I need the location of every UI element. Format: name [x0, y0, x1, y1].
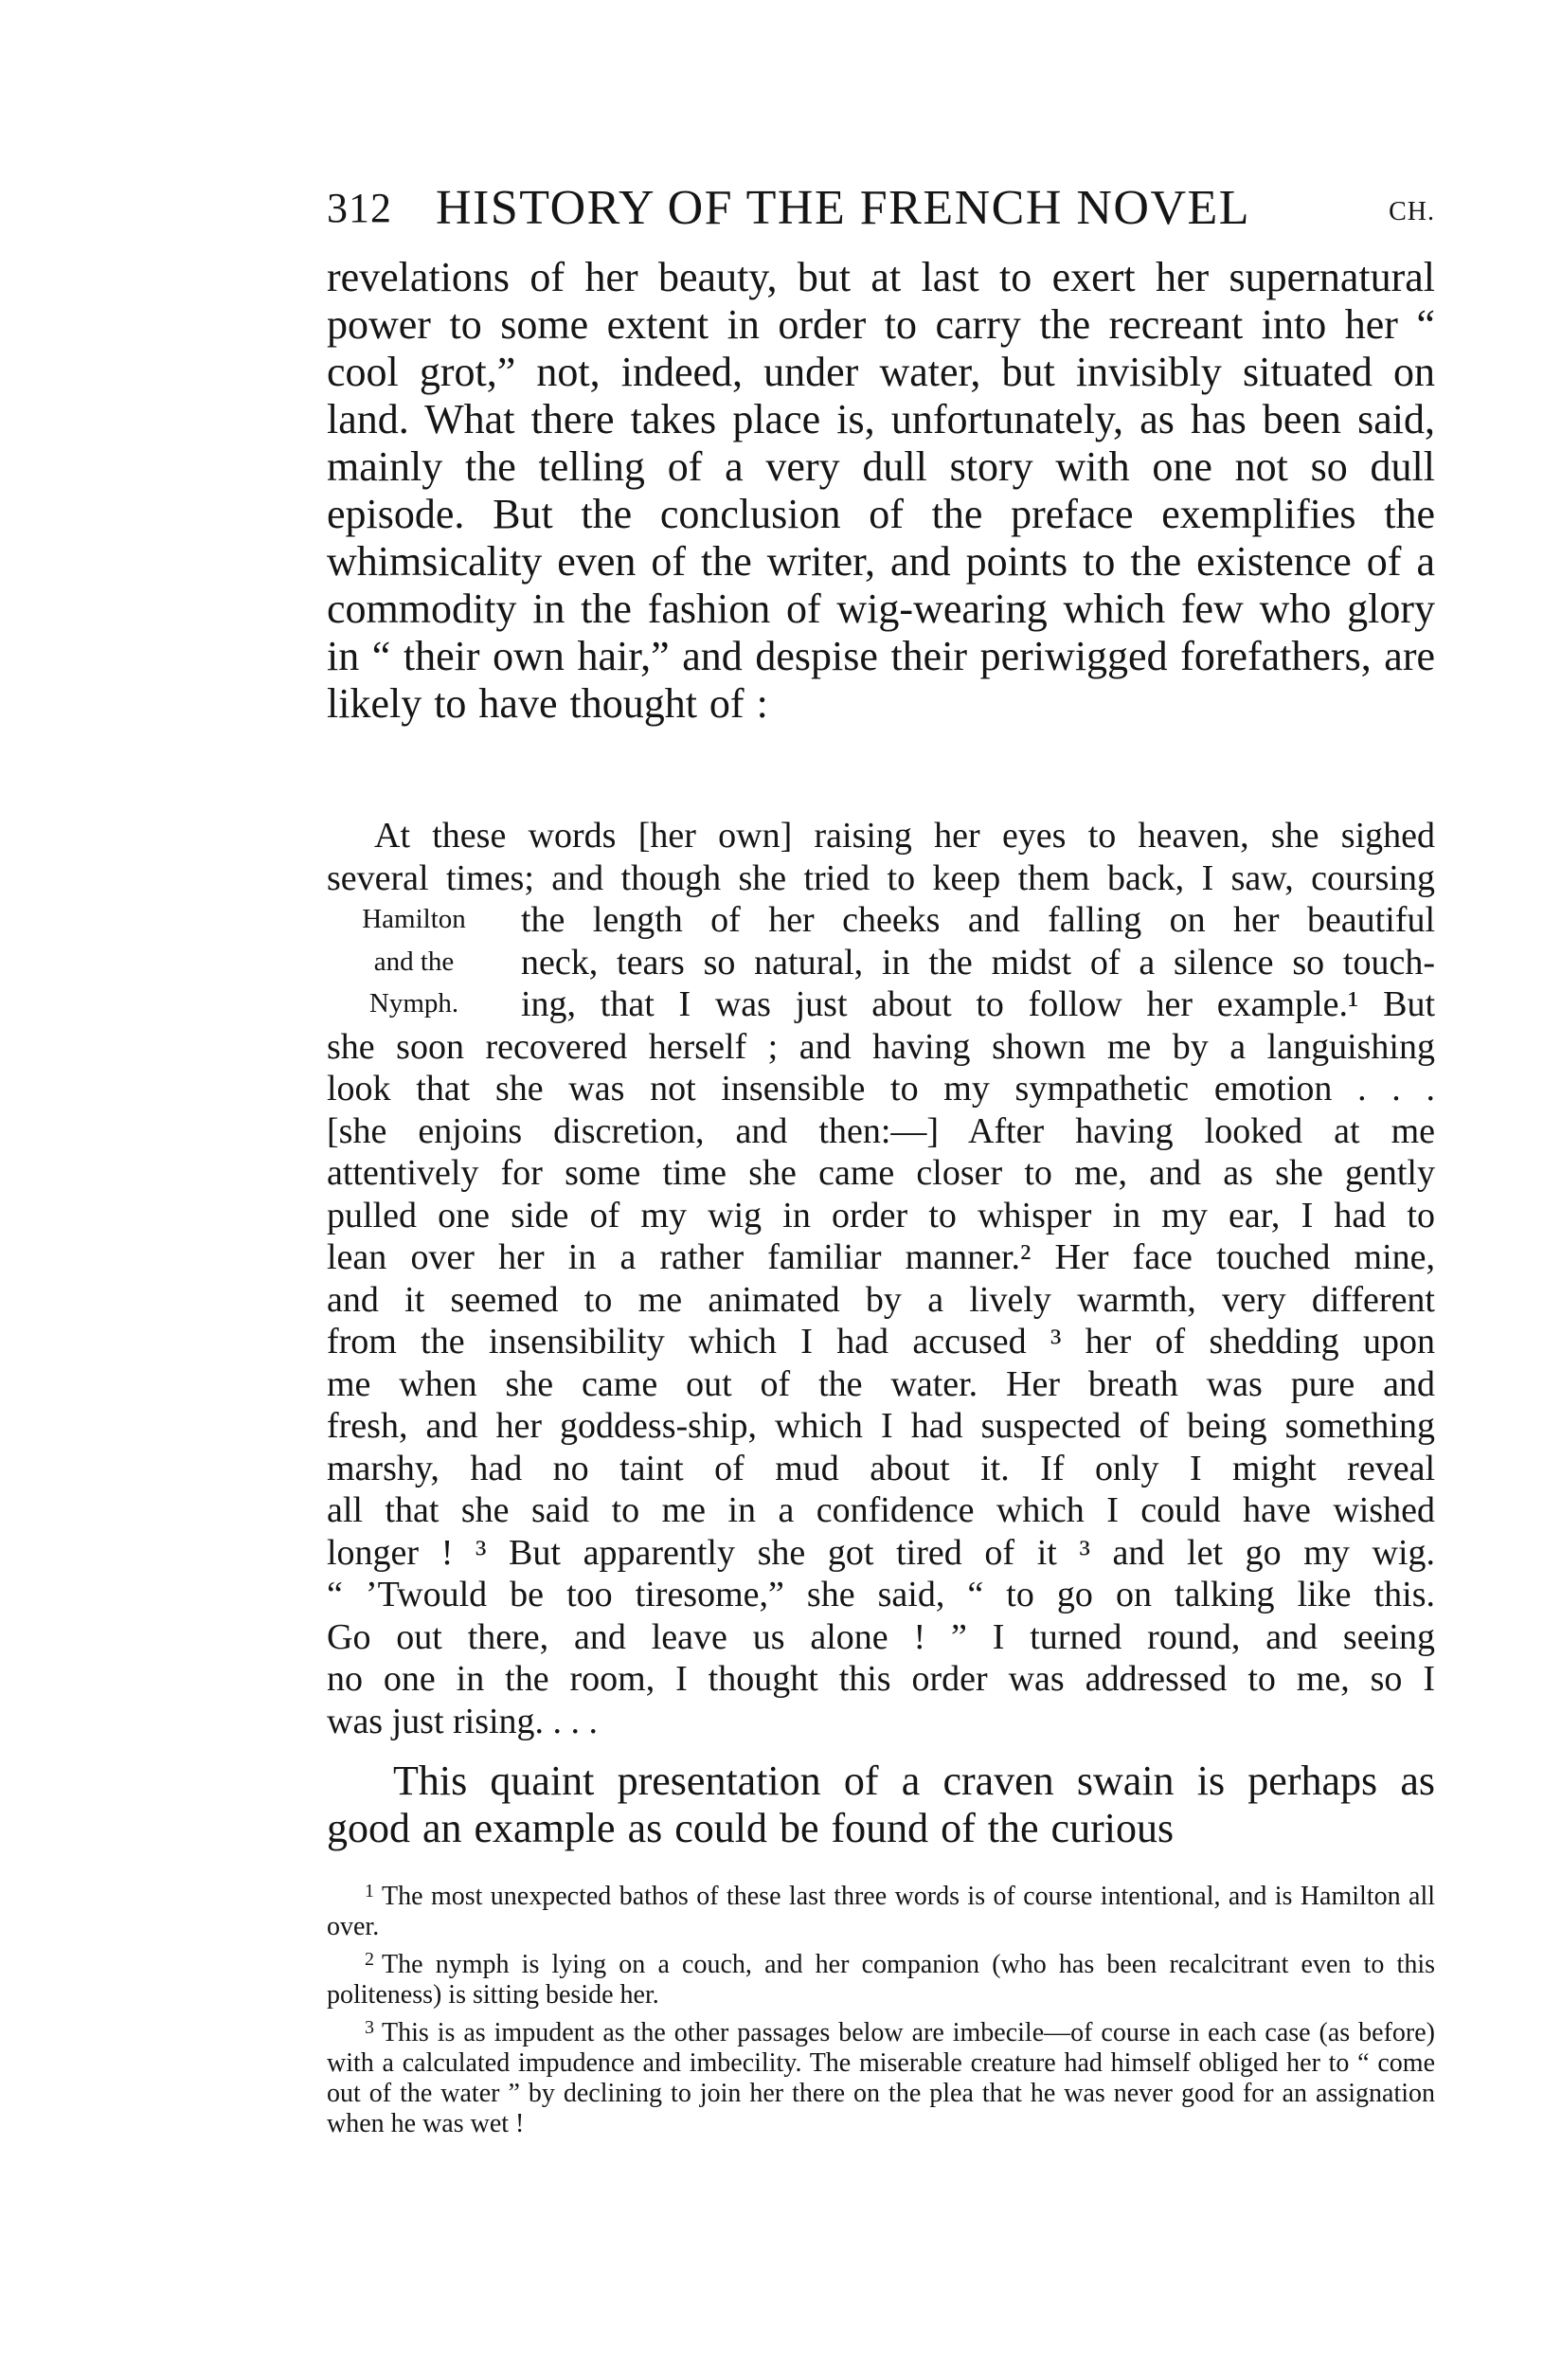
- quote-line: me when she came out of the water. Her breath was pure and: [327, 1363, 1435, 1404]
- quote-line: marshy, had no taint of mud about it. If only I might reveal: [327, 1448, 1435, 1488]
- quote-line: from the insensibility which I had accused ³ her of shedding upon: [327, 1322, 1435, 1361]
- footnote: [327, 1876, 1435, 1942]
- quote-line: [she enjoins discretion, and then:—] After having looked at me: [327, 1110, 1435, 1151]
- quote-line: she soon recovered herself ; and having shown me by a languishing: [327, 1026, 1435, 1067]
- footnote-text: The nymph is lying on a couch, and her companion (who has been recalcitrant even to this politeness) is sitting beside her.: [327, 1950, 1435, 2010]
- quote-line: attentively for some time she came closer to me, and as she gently: [327, 1153, 1435, 1193]
- footnote: [327, 2012, 1435, 2139]
- footnote-number: 2: [365, 1949, 374, 1970]
- paragraph-text: This quaint presentation of a craven swain is perhaps as good an example as could be found of the curious: [327, 1758, 1435, 1851]
- quote-line: lean over her in a rather familiar manner.² Her face touched mine,: [327, 1237, 1435, 1277]
- paragraph-text: revelations of her beauty, but at last to exert her supernatural power to some extent in order to carry the recreant into her “ cool grot,” not, indeed, under water, but invisibly situated on land. What there takes place is, unfortunately, as has been said, mainly the telling of a very dull story with one not so dull episode. But the conclusion of the preface exemplifies the whimsicality even of the writer, and points to the existence of a commodity in the fashion of wig-wearing which few who glory in “ their own hair,” and despise their periwigged forefathers, are likely to have thought of :: [327, 254, 1435, 727]
- quote-line: Go out there, and leave us alone ! ” I turned round, and seeing: [327, 1616, 1435, 1657]
- body-paragraph-bottom: [327, 1758, 1435, 1852]
- quote-line: and it seemed to me animated by a lively warmth, very different: [327, 1279, 1435, 1320]
- footnote-number: 1: [365, 1881, 374, 1902]
- marginal-sidenote: [333, 898, 494, 1025]
- page-number: 312: [327, 185, 392, 231]
- quote-line: pulled one side of my wig in order to whisper in my ear, I had to: [327, 1195, 1435, 1235]
- quote-line: all that she said to me in a confidence which I could have wished: [327, 1490, 1435, 1530]
- footnote-text: This is as impudent as the other passages below are imbecile—of course in each case (as before) with a calculated impudence and imbecility. The miserable creature had himself obliged her to “ come out of the water ” by declining to join her there on the plea that he was never good for an assignation when he was wet !: [327, 2018, 1435, 2138]
- quote-line: “ ’Twould be too tiresome,” she said, “ to go on talking like this.: [327, 1575, 1435, 1614]
- quote-line: At these words [her own] raising her eyes to heaven, she sighed: [374, 816, 1435, 856]
- quote-line: no one in the room, I thought this order was addressed to me, so I: [327, 1659, 1435, 1699]
- quote-line: was just rising. . . .: [327, 1701, 599, 1741]
- quote-line: ing, that I was just about to follow her example.¹ But: [521, 984, 1435, 1024]
- quote-line: several times; and though she tried to keep them back, I saw, coursing: [327, 857, 1435, 898]
- quote-line: fresh, and her goddess-ship, which I had suspected of being something: [327, 1406, 1435, 1446]
- quote-line: look that she was not insensible to my sympathetic emotion . . .: [327, 1069, 1435, 1109]
- footnote: [327, 1944, 1435, 2010]
- running-head: [327, 180, 1435, 246]
- body-paragraph-top: [327, 254, 1435, 728]
- footnotes: [327, 1876, 1435, 2141]
- quote-line: neck, tears so natural, in the midst of a silence so touch-: [521, 942, 1435, 983]
- footnote-number: 3: [365, 2017, 374, 2038]
- footnote-text: The most unexpected bathos of these last three words is of course intentional, and is Hamilton all over.: [327, 1882, 1435, 1941]
- running-title: HISTORY OF THE FRENCH NOVEL: [436, 181, 1251, 235]
- sidenote-line: Hamilton: [362, 904, 466, 934]
- chapter-mark: CH.: [1389, 197, 1435, 226]
- sidenote-line: and the: [373, 946, 455, 977]
- quote-line: the length of her cheeks and falling on her beautiful: [521, 900, 1435, 940]
- sidenote-line: Nymph.: [368, 988, 459, 1019]
- quote-line: longer ! ³ But apparently she got tired of it ³ and let go my wig.: [327, 1532, 1435, 1573]
